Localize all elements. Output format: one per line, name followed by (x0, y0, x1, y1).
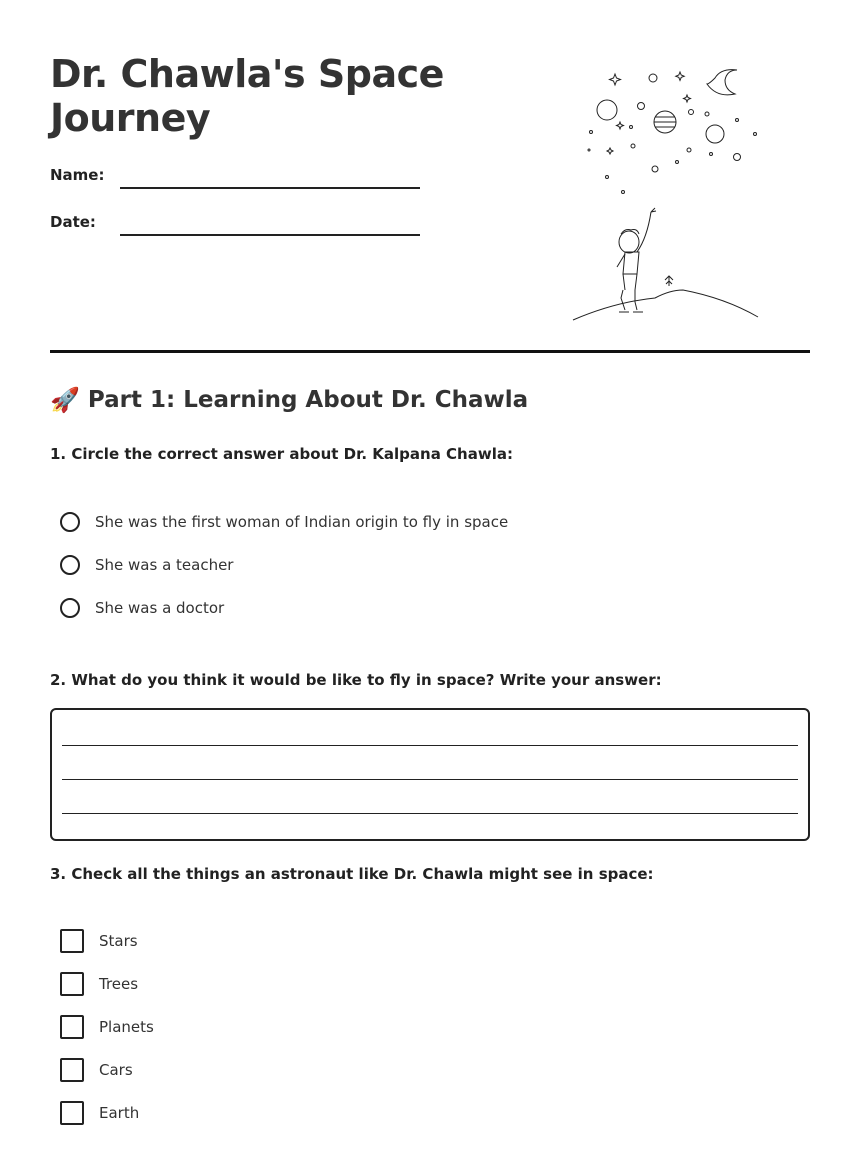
checkbox[interactable] (60, 1058, 84, 1082)
q3-option[interactable] (60, 1100, 139, 1126)
date-field[interactable] (120, 234, 420, 236)
checkbox[interactable] (60, 972, 84, 996)
q1-option[interactable] (60, 595, 224, 621)
section-title-text: Part 1: Learning About Dr. Chawla (87, 387, 529, 413)
question-1: 1. Circle the correct answer about Dr. Kalpana Chawla: (50, 445, 513, 463)
q1-option[interactable] (60, 552, 233, 578)
q1-option-label: She was a teacher (95, 556, 234, 574)
answer-line[interactable] (62, 813, 798, 814)
q1-option-label: She was the first woman of Indian origin to fly in space (95, 513, 509, 531)
radio-circle[interactable] (60, 555, 80, 575)
q3-option-label: Planets (99, 1018, 154, 1036)
date-label: Date: (50, 213, 96, 231)
q3-option[interactable] (60, 928, 138, 954)
question-2: 2. What do you think it would be like to fly in space? Write your answer: (50, 671, 662, 689)
q3-option-label: Cars (99, 1061, 133, 1079)
question-3: 3. Check all the things an astronaut like Dr. Chawla might see in space: (50, 865, 654, 883)
child-reaching-for-stars-illustration (565, 62, 765, 327)
q3-option[interactable] (60, 1014, 154, 1040)
answer-line[interactable] (62, 745, 798, 746)
rocket-icon: 🚀 (50, 386, 80, 414)
answer-line[interactable] (62, 779, 798, 780)
checkbox[interactable] (60, 1101, 84, 1125)
header-divider (50, 350, 810, 353)
q1-option[interactable] (60, 509, 508, 535)
name-label: Name: (50, 166, 105, 184)
q3-option-label: Stars (99, 932, 138, 950)
written-answer-box[interactable] (50, 708, 810, 841)
q3-option[interactable] (60, 1057, 133, 1083)
name-field[interactable] (120, 187, 420, 189)
q3-option[interactable] (60, 971, 138, 997)
q1-option-label: She was a doctor (95, 599, 225, 617)
radio-circle[interactable] (60, 512, 80, 532)
q3-option-label: Earth (99, 1104, 140, 1122)
q3-option-label: Trees (99, 975, 139, 993)
page-title: Dr. Chawla's Space Journey (50, 52, 444, 140)
section-title-part1 (50, 386, 528, 414)
checkbox[interactable] (60, 929, 84, 953)
checkbox[interactable] (60, 1015, 84, 1039)
radio-circle[interactable] (60, 598, 80, 618)
